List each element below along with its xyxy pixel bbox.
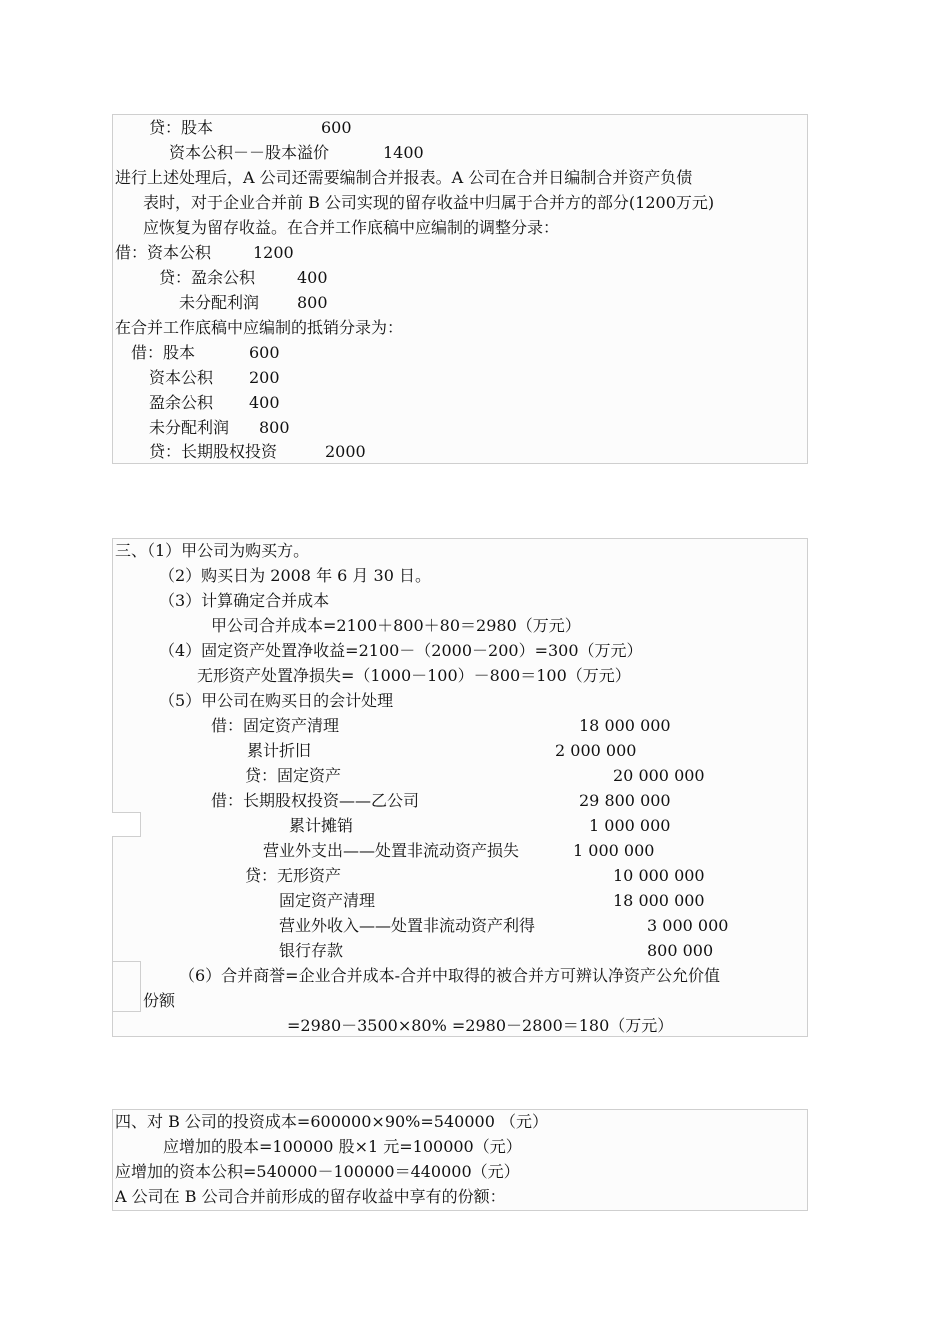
- entry-line: 借：长期股权投资——乙公司: [211, 791, 420, 810]
- entry-amount: 29 800 000: [579, 791, 671, 810]
- text-line: （6）合并商誉=企业合并成本-合并中取得的被合并方可辨认净资产公允价值: [179, 966, 720, 985]
- text-block-1: [112, 114, 808, 464]
- entry-line: 营业外收入——处置非流动资产利得: [279, 916, 536, 935]
- entry-amount: 400: [249, 393, 280, 412]
- entry-line: 借：固定资产清理: [211, 716, 340, 735]
- text-line: 份额: [143, 991, 176, 1010]
- table-cell-stub: [112, 812, 141, 837]
- table-cell-stub: [112, 961, 141, 1012]
- entry-amount: 1400: [383, 143, 424, 162]
- entry-amount: 2 000 000: [555, 741, 637, 760]
- text-line: 应增加的股本=100000 股×1 元=100000（元）: [163, 1137, 522, 1156]
- entry-amount: 200: [249, 368, 280, 387]
- entry-amount: 18 000 000: [579, 716, 671, 735]
- entry-amount: 1 000 000: [589, 816, 671, 835]
- entry-amount: 800: [297, 293, 328, 312]
- entry-line: 固定资产清理: [279, 891, 376, 910]
- entry-amount: 400: [297, 268, 328, 287]
- entry-line: 借：股本: [131, 343, 196, 362]
- entry-line: 贷：盈余公积: [159, 268, 256, 287]
- entry-amount: 800 000: [647, 941, 714, 960]
- text-line: （2）购买日为 2008 年 6 月 30 日。: [159, 566, 431, 585]
- text-block-2: [112, 538, 808, 1037]
- entry-line: 贷：固定资产: [245, 766, 342, 785]
- entry-line: 未分配利润: [149, 418, 230, 437]
- text-line: 进行上述处理后，A 公司还需要编制合并报表。A 公司在合并日编制合并资产负债: [115, 168, 693, 187]
- entry-line: 资本公积－－股本溢价: [169, 143, 330, 162]
- entry-amount: 18 000 000: [613, 891, 705, 910]
- entry-line: 营业外支出——处置非流动资产损失: [263, 841, 520, 860]
- entry-line: 贷：长期股权投资: [149, 442, 278, 461]
- text-line: A 公司在 B 公司合并前形成的留存收益中享有的份额：: [115, 1187, 506, 1206]
- text-line: （4）固定资产处置净收益=2100－（2000－200）=300（万元）: [159, 641, 643, 660]
- entry-line: 未分配利润: [179, 293, 260, 312]
- text-line: 应恢复为留存收益。在合并工作底稿中应编制的调整分录：: [143, 218, 560, 237]
- text-line: （5）甲公司在购买日的会计处理: [159, 691, 394, 710]
- text-line: 应增加的资本公积=540000－100000＝440000（元）: [115, 1162, 520, 1181]
- entry-amount: 1 000 000: [573, 841, 655, 860]
- entry-amount: 20 000 000: [613, 766, 705, 785]
- entry-line: 累计折旧: [247, 741, 312, 760]
- entry-line: 借：资本公积: [115, 243, 212, 262]
- text-line: 无形资产处置净损失=（1000－100）－800＝100（万元）: [197, 666, 631, 685]
- entry-amount: 600: [249, 343, 280, 362]
- entry-amount: 800: [259, 418, 290, 437]
- entry-amount: 2000: [325, 442, 366, 461]
- entry-line: 银行存款: [279, 941, 344, 960]
- entry-line: 资本公积: [149, 368, 214, 387]
- text-line: 表时，对于企业合并前 B 公司实现的留存收益中归属于合并方的部分(1200万元): [143, 193, 715, 212]
- entry-line: 贷：无形资产: [245, 866, 342, 885]
- text-line: =2980－3500×80% =2980－2800＝180（万元）: [287, 1016, 674, 1035]
- entry-amount: 10 000 000: [613, 866, 705, 885]
- entry-amount: 3 000 000: [647, 916, 729, 935]
- entry-line: 盈余公积: [149, 393, 214, 412]
- text-block-3: [112, 1109, 808, 1211]
- entry-amount: 600: [321, 118, 352, 137]
- text-line: （3）计算确定合并成本: [159, 591, 330, 610]
- entry-line: 贷：股本: [149, 118, 214, 137]
- text-line: 三、（1）甲公司为购买方。: [115, 541, 310, 560]
- text-line: 四、对 B 公司的投资成本=600000×90%=540000 （元）: [115, 1112, 548, 1131]
- text-line: 甲公司合并成本=2100＋800＋80＝2980（万元）: [211, 616, 581, 635]
- entry-line: 累计摊销: [289, 816, 354, 835]
- text-line: 在合并工作底稿中应编制的抵销分录为：: [115, 318, 404, 337]
- entry-amount: 1200: [253, 243, 294, 262]
